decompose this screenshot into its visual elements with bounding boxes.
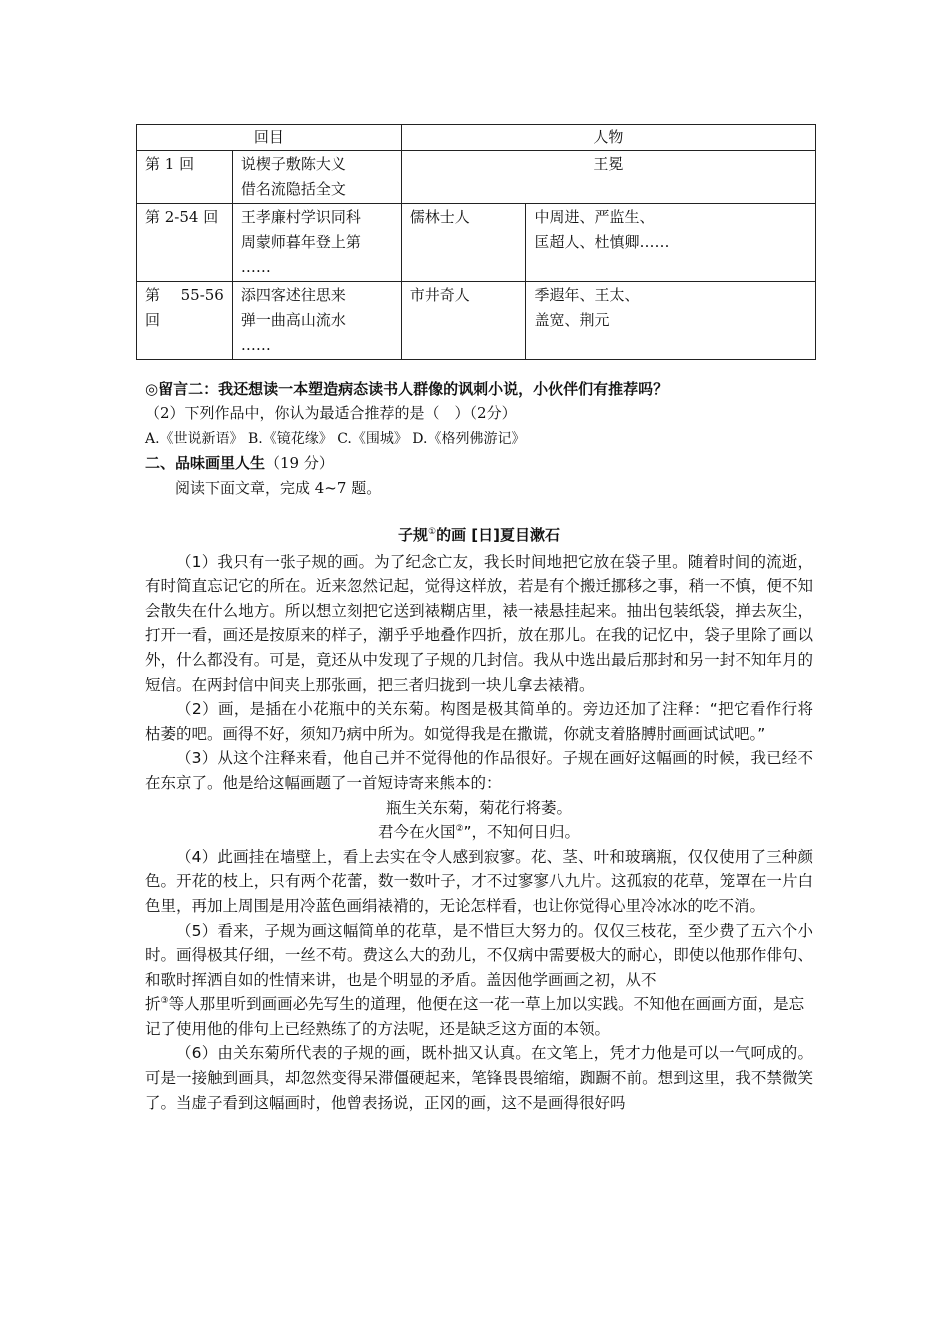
paragraph-2: （2）画，是插在小花瓶中的关东菊。构图是极其简单的。旁边还加了注释：“把它看作行将枯萎的吧。画得不好，须知乃病中所为。如觉得我是在撒谎，你就支着胳膊肘画画试试吧。”: [145, 700, 813, 743]
names-line: 中周进、严监生、: [534, 208, 655, 226]
group-cell: 市井奇人: [401, 282, 526, 360]
question-two: （2）下列作品中，你认为最适合推荐的是（ ）（2分）: [145, 404, 517, 422]
paragraph-6: （6）由关东菊所代表的子规的画，既朴拙又认真。在文笔上，凭才力他是可以一气呵成的。可是一接触到画具，却忽然变得呆滞僵硬起来，笔锋畏畏缩缩，踟蹰不前。想到这里，我不禁微笑了。当虚子看到这幅画时，他曾表扬说，正冈的画，这不是画得很好吗: [145, 1044, 813, 1112]
article: [145, 523, 813, 1115]
titles-cell: [232, 282, 401, 360]
question-options: A.《世说新语》 B.《镜花缘》 C.《围城》 D.《格列佛游记》: [145, 431, 526, 447]
chapter-range: 55-56: [180, 286, 224, 304]
table-row: [137, 282, 816, 360]
table-row: [137, 151, 816, 204]
paragraph-5: （5）看来，子规为画这幅简单的花草，是不惜巨大努力的。仅仅三枝花，至少费了五六个小时。画得极其仔细，一丝不苟。费这么大的劲儿，不仅病中需要极大的耐心，即使以他那作俳句、和歌时挥洒自如的性情来讲，也是个明显的矛盾。盖因他学画画之初，从不: [145, 921, 813, 989]
header-characters: 人物: [401, 125, 815, 151]
table-header-row: [137, 125, 816, 151]
group-cell: 儒林士人: [401, 204, 526, 282]
names-line: 匡超人、杜慎卿……: [534, 233, 670, 251]
names-line: 季遐年、王太、: [534, 286, 640, 304]
section-heading: [145, 452, 815, 474]
footnote-marker: ①: [428, 527, 437, 537]
title-line: 说楔子敷陈大义: [240, 155, 346, 173]
paragraph-3: （3）从这个注释来看，他自己并不觉得他的作品很好。子规在画好这幅画的时候，我已经不在东京了。他是给这幅画题了一首短诗寄来熊本的：: [145, 749, 813, 792]
paragraph-1: （1）我只有一张子规的画。为了纪念亡友，我长时间地把它放在袋子里。随着时间的流逝，有时简直忘记它的所在。近来忽然记起，觉得这样放，若是有个搬迁挪移之事，稍一不慎，便不知会散失在什么地方。所以想立刻把它送到裱糊店里，裱一裱悬挂起来。抽出包装纸袋，掸去灰尘，打开一看，画还是按原来的样子，潮乎乎地叠作四折，放在那儿。在我的记忆中，袋子里除了画以外，什么都没有。可是，竟还从中发现了子规的几封信。我从中选出最后那封和另一封不知年月的短信。在两封信中间夹上那张画，把三者归拢到一块儿拿去裱褙。: [145, 552, 813, 694]
title-line: 弹一曲高山流水: [240, 311, 346, 329]
article-title: 子规①的画 [日]夏目漱石: [397, 526, 561, 544]
chapter-character-table: [136, 124, 816, 360]
names-line: 盖宽、荆元: [534, 311, 610, 329]
chapter-cell: 第 2-54 回: [137, 204, 233, 282]
chapter-cell: [137, 282, 233, 360]
chapter-suffix: 回: [145, 311, 161, 329]
header-chapter: 回目: [137, 125, 402, 151]
poem-line-2: 君今在火国②”，不知何日归。: [377, 823, 581, 842]
title-line: ……: [240, 258, 271, 276]
message-two: ◎留言二：我还想读一本塑造病态读书人群像的讽刺小说，小伙伴们有推荐吗？: [145, 380, 669, 398]
section-score: （19 分）: [265, 454, 334, 472]
paragraph-4: （4）此画挂在墙壁上，看上去实在令人感到寂寥。花、茎、叶和玻璃瓶，仅仅使用了三种颜色。开花的枝上，只有两个花蕾，数一数叶子，才不过寥寥八九片。这孤寂的花草，笼罩在一片白色里，再加上周围是用冷蓝色画绢裱褙的，无论怎样看，也让你觉得心里冷冰冰的吃不消。: [145, 847, 813, 915]
title-line: 王孝廉村学识同科: [240, 208, 361, 226]
section-title: 二、品味画里人生: [145, 454, 266, 472]
footnote-marker: ③: [160, 996, 169, 1007]
title-line: ……: [240, 336, 271, 354]
title-line: 添四客述往思来: [240, 286, 346, 304]
footnote-marker: ②: [455, 823, 464, 834]
chapter-cell: 第 1 回: [137, 151, 233, 204]
table-row: [137, 204, 816, 282]
title-line: 借名流隐括全文: [240, 180, 346, 198]
titles-cell: [232, 151, 401, 204]
poem-line-1: 瓶生关东菊，菊花行将萎。: [385, 798, 572, 817]
titles-cell: [232, 204, 401, 282]
names-cell: [526, 282, 816, 360]
reading-instruction: 阅读下面文章，完成 4~7 题。: [175, 479, 382, 497]
chapter-prefix: 第: [145, 286, 161, 304]
names-cell: 王冕: [401, 151, 815, 204]
paragraph-5-continued: 折③等人那里听到画画必先写生的道理，他便在这一花一草上加以实践。不知他在画画方面，是忘记了使用他的俳句上已经熟练了的方法呢，还是缺乏这方面的本领。: [145, 995, 805, 1038]
title-line: 周蒙师暮年登上第: [240, 233, 361, 251]
names-cell: [526, 204, 816, 282]
